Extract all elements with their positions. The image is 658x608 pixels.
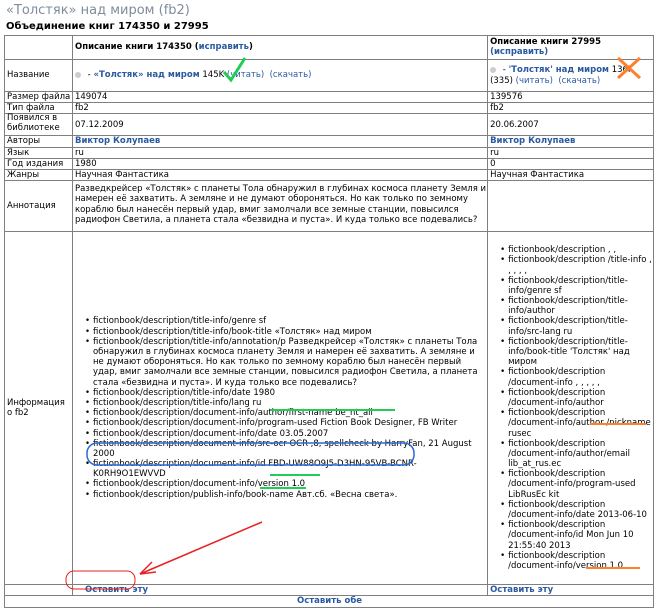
fb2-info-item: • fictionbook/description/title-info/src-lang ru	[502, 316, 652, 336]
fb2-info-item: • fictionbook/description/title-info/genre sf	[87, 316, 486, 326]
keep-book1-button[interactable]: Оставить эту	[84, 585, 148, 596]
fb2-info-item: • fictionbook/description/title-info/date 1980	[87, 388, 486, 398]
fb2-info-item: • fictionbook/description/title-info/genre sf	[502, 276, 652, 296]
row-fb2-info: Информация о fb2 • fictionbook/description/title-info/genre sf • fictionbook/description/title-info/book-title «Толстяк» над миром • fictionbook/description/title-info/annotation/p Разведкрейсер «Толстяк» с планеты Тола обнаружил в глубинах космоса планету Земля и намерен её захватить. А земляне и не думают обороняться. Но как только по земному кораблю был нанесён первый удар, вмиг замолчали все земные станции, повысился радиофон Светила, а планета стала «безвидна и пуста». И куда только все подевались? • fictionbook/description/title-info/date 1980 • fictionbook/description/title-info/lang ru • fictionbook/description/document-info/author/first-name be_nt_all • fictionbook/description/document-info/program-used Fiction Book Designer, FB Writer • fictionbook/description/document-info/date 03.05.2007 • fictionbook/description/document-info/src-ocr OCR ,8, spellcheck by HarryFan, 21 August 2000 • fictionbook/description/document-info/id FBD-UW88O9J5-D3HN-95VB-BCNR-K0RH9O1EWVVD • fictionbook/description/document-info/version 1.0 • fictionbook/description/publish-info/book-name Авт.сб. «Весна света». • fictionbook/description , , • fictionbook/description /title-info , , , , , • fictionbook/description/title-info/genre sf • fictionbook/description/title-info/author • fictionbook/description/title-info/src-lang ru • fictionbook/description/title-info/book-title 'Толстяк' над миром • fictionbook/description /document-info , , , , , • fictionbook/description /document-info/author • fictionbook/description /document-info/author /nickname rusec • fictionbook/description /document-info/author/email lib_at_rus.ec • fictionbook/description /document-info/program-used LibRusEc kit • fictionbook/description /document-info/date 2013-06-10 • fictionbook/description /document-info/id Mon Jun 10 21:55:40 2013 • fictionbook/description /document-info/version 1.0	[5, 232, 654, 585]
fb2-info-item: • fictionbook/description/publish-info/book-name Авт.сб. «Весна света».	[87, 490, 486, 500]
book1-title-link[interactable]: «Толстяк» над миром	[93, 70, 200, 81]
row-name: Название - «Толстяк» над миром 145K (читать) (скачать) - 'Толстяк' над миром 136K (335) (читать) (скачать)	[5, 60, 654, 92]
row-year: Год издания 1980 0	[5, 158, 654, 169]
fb2-info-item: • fictionbook/description /document-info/program-used LibRusEc kit	[502, 469, 652, 500]
fb2-info-item: • fictionbook/description/title-info/lang ru	[87, 398, 486, 408]
fb2-info-item: • fictionbook/description /document-info/version 1.0	[502, 551, 652, 571]
comparison-table	[4, 35, 654, 608]
fb2-info-list-book1	[75, 316, 486, 499]
keep-both-button[interactable]: Оставить обе	[296, 596, 363, 607]
book1-read-link[interactable]: (читать)	[226, 70, 265, 81]
edit-link-book1[interactable]: исправить	[198, 42, 249, 52]
edit-link-book2[interactable]: (исправить)	[490, 47, 549, 58]
row-authors: Авторы Виктор Колупаев Виктор Колупаев	[5, 136, 654, 147]
row-appeared: Появился в библиотеке 07.12.2009 20.06.2007	[5, 114, 654, 136]
book2-download-link[interactable]: (скачать)	[558, 75, 601, 86]
status-dot	[75, 72, 81, 78]
fb2-info-item: • fictionbook/description/document-info/program-used Fiction Book Designer, FB Writer	[87, 418, 486, 428]
fb2-info-item: • fictionbook/description/title-info/book-title «Толстяк» над миром	[87, 327, 486, 337]
fb2-info-item: • fictionbook/description/document-info/version 1.0	[87, 479, 486, 489]
fb2-info-item: • fictionbook/description/document-info/date 03.05.2007	[87, 429, 486, 439]
status-dot	[490, 67, 496, 73]
fb2-info-list-book2	[490, 245, 652, 571]
merge-subtitle: Объединение книг 174350 и 27995	[6, 21, 209, 32]
book2-title-link[interactable]: 'Толстяк' над миром	[508, 65, 609, 76]
page-title: «Толстяк» над миром (fb2)	[6, 3, 190, 18]
author-link-book2[interactable]: Виктор Колупаев	[490, 136, 576, 147]
fb2-info-item: • fictionbook/description /document-info/id Mon Jun 10 21:55:40 2013	[502, 520, 652, 551]
fb2-info-item: • fictionbook/description /title-info , , , , ,	[502, 255, 652, 275]
fb2-info-item: • fictionbook/description /document-info , , , , ,	[502, 367, 652, 387]
row-genres: Жанры Научная Фантастика Научная Фантастика	[5, 169, 654, 180]
book2-read-link[interactable]: (читать)	[515, 75, 553, 86]
header-row	[5, 36, 654, 60]
fb2-info-item: • fictionbook/description /document-info/date 2013-06-10	[502, 500, 652, 520]
row-lang: Язык ru ru	[5, 147, 654, 158]
fb2-info-item: • fictionbook/description /document-info/author /nickname rusec	[502, 408, 652, 439]
fb2-info-item: • fictionbook/description/title-info/annotation/p Разведкрейсер «Толстяк» с планеты Тола обнаружил в глубинах космоса планету Земля и намерен её захватить. А земляне и не думают обороняться. Но как только по земному кораблю был нанесён первый удар, вмиг замолчали все земные станции, повысился радиофон Светила, а планета стала «безвидна и пуста». И куда только все подевались?	[87, 337, 486, 388]
fb2-info-item: • fictionbook/description /document-info/author	[502, 388, 652, 408]
keep-book2-button[interactable]: Оставить эту	[490, 585, 554, 596]
annotation-text: Разведкрейсер «Толстяк» с планеты Тола обнаружил в глубинах космоса планету Земля и намерен её захватить. А земляне и не думают обороняться. Но как только по земному кораблю был нанесён первый удар, вмиг замолчали все земные станции, повысился радиофон Светила, а планета стала «безвидна и пуста». И куда только все подевались?	[72, 181, 487, 232]
row-keep-both	[5, 596, 654, 607]
row-size: Размер файла 149074 139576	[5, 92, 654, 103]
col1-header: Описание книги 174350 (исправить)	[72, 36, 487, 60]
row-keep	[5, 585, 654, 596]
row-type: Тип файла fb2 fb2	[5, 103, 654, 114]
fb2-info-item: • fictionbook/description/document-info/id FBD-UW88O9J5-D3HN-95VB-BCNR-K0RH9O1EWVVD	[87, 459, 486, 479]
fb2-info-item: • fictionbook/description/document-info/author/first-name be_nt_all	[87, 408, 486, 418]
row-annotation: Аннотация Разведкрейсер «Толстяк» с планеты Тола обнаружил в глубинах космоса планету Земля и намерен её захватить. А земляне и не думают обороняться. Но как только по земному кораблю был нанесён первый удар, вмиг замолчали все земные станции, повысился радиофон Светила, а планета стала «безвидна и пуста». И куда только все подевались?	[5, 181, 654, 232]
fb2-info-item: • fictionbook/description/title-info/book-title 'Толстяк' над миром	[502, 337, 652, 368]
fb2-info-item: • fictionbook/description , ,	[502, 245, 652, 255]
fb2-info-item: • fictionbook/description/title-info/author	[502, 296, 652, 316]
fb2-info-item: • fictionbook/description/document-info/src-ocr OCR ,8, spellcheck by HarryFan, 21 August 2000	[87, 439, 486, 459]
author-link-book1[interactable]: Виктор Колупаев	[74, 136, 161, 147]
book1-download-link[interactable]: (скачать)	[269, 70, 312, 81]
fb2-info-item: • fictionbook/description /document-info/author/email lib_at_rus.ec	[502, 439, 652, 470]
col2-header: Описание книги 27995 (исправить)	[488, 36, 654, 60]
